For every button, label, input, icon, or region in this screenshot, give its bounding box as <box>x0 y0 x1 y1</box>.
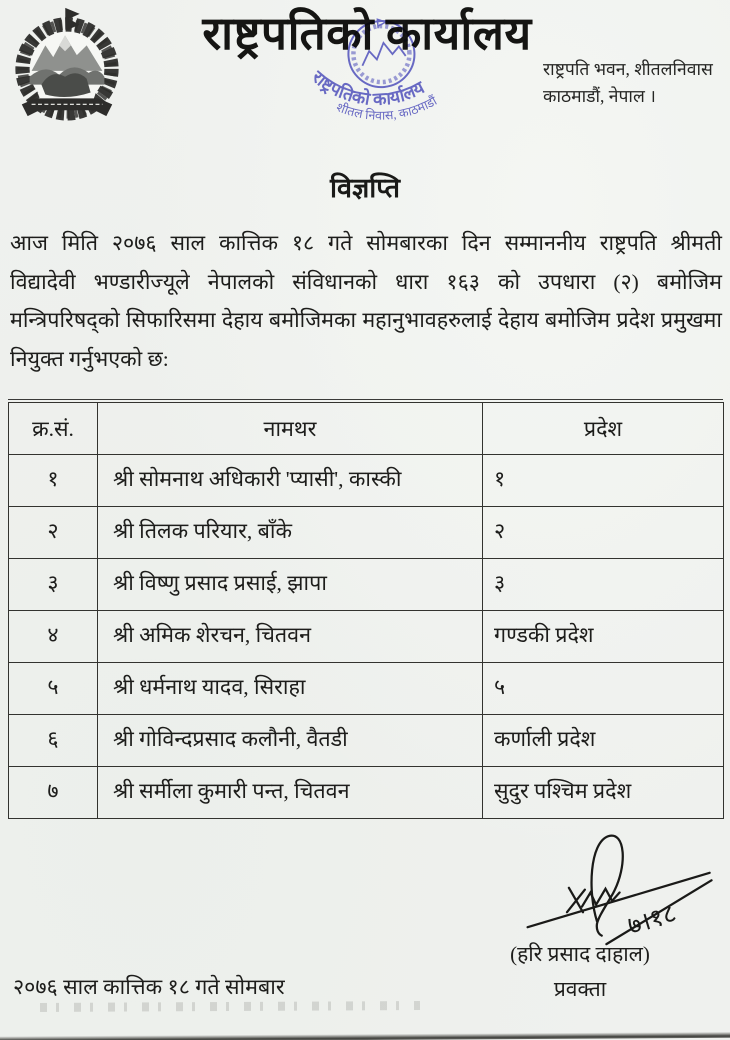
cell-province: गण्डकी प्रदेश <box>483 611 724 663</box>
cell-serial: १ <box>9 455 98 507</box>
cell-name: श्री गोविन्दप्रसाद कलौनी, वैतडी <box>98 715 483 767</box>
spokesperson-role: प्रवक्ता <box>553 977 607 1001</box>
stamp-arc-text-bottom: शीतल निवास, काठमाडौं <box>334 93 440 123</box>
spokesperson-name: (हरि प्रसाद दाहाल) <box>510 942 650 966</box>
stamp-arc-text-top: राष्ट्रपतिको कार्यालय <box>308 66 428 110</box>
signature-date-scrawl: ७।१८ <box>624 899 680 941</box>
table-row <box>9 663 724 715</box>
signature-icon <box>518 824 723 946</box>
cell-serial: ३ <box>9 559 98 611</box>
body-line-4: नियुक्त गर्नुभएको छ: <box>10 346 169 371</box>
cell-name: श्री विष्णु प्रसाद प्रसाई, झापा <box>98 559 483 611</box>
cell-province: ५ <box>483 663 724 715</box>
table-row <box>9 715 724 767</box>
notice-title: विज्ञप्ति <box>329 173 400 203</box>
body-line-3: मन्त्रिपरिषद्को सिफारिसमा देहाय बमोजिमका महानुभावहरुलाई देहाय बमोजिम प्रदेश प्रमुखमा <box>10 308 722 332</box>
table-top-rule <box>8 399 723 400</box>
col-header-serial: क्र.सं. <box>9 403 98 455</box>
cell-serial: २ <box>9 507 98 559</box>
address-line-2: काठमाडौं, नेपाल । <box>543 86 656 106</box>
scan-edge <box>0 1032 730 1040</box>
table-header-row <box>9 403 724 455</box>
table-row <box>9 507 724 559</box>
office-address <box>543 56 723 110</box>
cell-serial: ७ <box>9 767 98 819</box>
cell-province: कर्णाली प्रदेश <box>483 715 724 767</box>
office-stamp-icon <box>293 12 473 142</box>
cell-name: श्री तिलक परियार, बाँके <box>98 507 483 559</box>
appointments-table <box>8 402 724 819</box>
cell-province: ३ <box>483 559 724 611</box>
release-date: २०७६ साल कात्तिक १८ गते सोमबार <box>13 975 285 999</box>
cell-name: श्री सर्मीला कुमारी पन्त, चितवन <box>98 767 483 819</box>
address-line-1: राष्ट्रपति भवन, शीतलनिवास <box>543 59 713 79</box>
cell-serial: ४ <box>9 611 98 663</box>
cell-name: श्री धर्मनाथ यादव, सिराहा <box>98 663 483 715</box>
body-line-1: आज मिति २०७६ साल कात्तिक १८ गते सोमबारका दिन सम्माननीय राष्ट्रपति श्रीमती <box>10 231 722 255</box>
ink-bleed-artifact <box>40 1001 420 1012</box>
cell-name: श्री सोमनाथ अधिकारी 'प्यासी', कास्की <box>98 455 483 507</box>
table-row <box>9 611 724 663</box>
cell-serial: ६ <box>9 715 98 767</box>
col-header-province: प्रदेश <box>483 403 724 455</box>
col-header-name: नामथर <box>98 403 483 455</box>
body-line-2: विद्यादेवी भण्डारीज्यूले नेपालको संविधानको धारा १६३ को उपधारा (२) बमोजिम <box>10 269 722 294</box>
cell-province: सुदुर पश्चिम प्रदेश <box>483 767 724 819</box>
notice-body <box>10 224 722 378</box>
cell-province: २ <box>483 507 724 559</box>
office-title: राष्ट्रपतिको कार्यालय <box>202 8 532 59</box>
cell-province: १ <box>483 455 724 507</box>
cell-name: श्री अमिक शेरचन, चितवन <box>98 611 483 663</box>
cell-serial: ५ <box>9 663 98 715</box>
nepal-coat-of-arms-icon <box>8 6 126 124</box>
table-row <box>9 767 724 819</box>
table-row <box>9 455 724 507</box>
table-row <box>9 559 724 611</box>
